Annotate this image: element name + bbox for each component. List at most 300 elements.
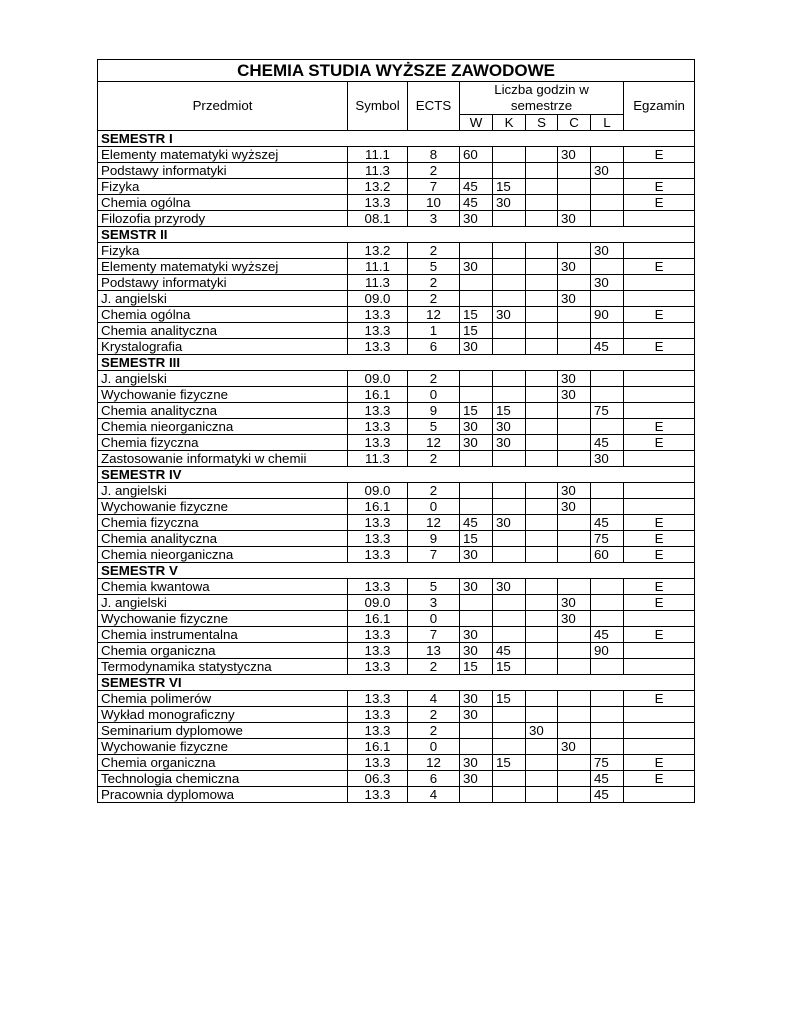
cell-exam xyxy=(624,163,695,179)
cell-hours-l xyxy=(591,723,624,739)
cell-hours-w xyxy=(460,739,493,755)
table-row xyxy=(98,195,695,211)
cell-symbol: 13.3 xyxy=(348,659,408,675)
cell-ects: 0 xyxy=(408,739,460,755)
cell-hours-l: 45 xyxy=(591,771,624,787)
cell-hours-k xyxy=(493,723,526,739)
cell-hours-k: 30 xyxy=(493,515,526,531)
cell-hours-l xyxy=(591,179,624,195)
table-row xyxy=(98,771,695,787)
cell-subject: J. angielski xyxy=(98,291,348,307)
cell-subject: Termodynamika statystyczna xyxy=(98,659,348,675)
table-row xyxy=(98,371,695,387)
cell-exam xyxy=(624,371,695,387)
cell-hours-s xyxy=(526,771,558,787)
cell-hours-l xyxy=(591,499,624,515)
cell-ects: 12 xyxy=(408,307,460,323)
cell-hours-c: 30 xyxy=(558,211,591,227)
header-hour-type-w: W xyxy=(460,115,493,131)
cell-symbol: 08.1 xyxy=(348,211,408,227)
cell-hours-l xyxy=(591,195,624,211)
cell-subject: Chemia ogólna xyxy=(98,195,348,211)
cell-hours-s xyxy=(526,483,558,499)
cell-hours-l xyxy=(591,387,624,403)
cell-symbol: 16.1 xyxy=(348,739,408,755)
cell-hours-l xyxy=(591,483,624,499)
cell-symbol: 13.2 xyxy=(348,179,408,195)
cell-subject: Podstawy informatyki xyxy=(98,275,348,291)
cell-hours-c xyxy=(558,515,591,531)
cell-symbol: 13.3 xyxy=(348,323,408,339)
cell-hours-w: 30 xyxy=(460,419,493,435)
cell-hours-k xyxy=(493,787,526,803)
table-row xyxy=(98,691,695,707)
cell-hours-l xyxy=(591,659,624,675)
cell-ects: 3 xyxy=(408,595,460,611)
cell-hours-w xyxy=(460,611,493,627)
cell-ects: 6 xyxy=(408,339,460,355)
cell-hours-w xyxy=(460,275,493,291)
table-row xyxy=(98,147,695,163)
table-row xyxy=(98,755,695,771)
cell-hours-k xyxy=(493,291,526,307)
cell-symbol: 11.3 xyxy=(348,275,408,291)
cell-symbol: 06.3 xyxy=(348,771,408,787)
cell-hours-w: 60 xyxy=(460,147,493,163)
cell-hours-w: 30 xyxy=(460,643,493,659)
cell-symbol: 13.3 xyxy=(348,723,408,739)
cell-hours-k xyxy=(493,771,526,787)
cell-exam: E xyxy=(624,435,695,451)
cell-symbol: 13.3 xyxy=(348,515,408,531)
cell-symbol: 13.3 xyxy=(348,531,408,547)
cell-subject: Chemia fizyczna xyxy=(98,435,348,451)
cell-subject: Wychowanie fizyczne xyxy=(98,611,348,627)
cell-hours-l: 30 xyxy=(591,243,624,259)
cell-exam xyxy=(624,211,695,227)
cell-hours-k xyxy=(493,483,526,499)
cell-ects: 2 xyxy=(408,163,460,179)
cell-hours-s xyxy=(526,323,558,339)
cell-subject: Chemia analityczna xyxy=(98,323,348,339)
cell-hours-c xyxy=(558,403,591,419)
cell-hours-w: 45 xyxy=(460,179,493,195)
cell-hours-s xyxy=(526,339,558,355)
cell-hours-k xyxy=(493,323,526,339)
cell-hours-w: 30 xyxy=(460,339,493,355)
cell-exam: E xyxy=(624,515,695,531)
header-hour-type-k: K xyxy=(493,115,526,131)
table-row xyxy=(98,323,695,339)
cell-ects: 9 xyxy=(408,403,460,419)
cell-hours-c xyxy=(558,307,591,323)
cell-subject: Podstawy informatyki xyxy=(98,163,348,179)
cell-hours-w: 30 xyxy=(460,435,493,451)
cell-hours-s xyxy=(526,147,558,163)
cell-subject: Wychowanie fizyczne xyxy=(98,387,348,403)
table-row xyxy=(98,579,695,595)
cell-ects: 7 xyxy=(408,179,460,195)
cell-hours-s xyxy=(526,195,558,211)
cell-ects: 4 xyxy=(408,691,460,707)
cell-ects: 9 xyxy=(408,531,460,547)
cell-hours-s xyxy=(526,435,558,451)
cell-hours-c: 30 xyxy=(558,483,591,499)
cell-symbol: 13.2 xyxy=(348,243,408,259)
cell-exam xyxy=(624,291,695,307)
cell-exam: E xyxy=(624,579,695,595)
cell-hours-s: 30 xyxy=(526,723,558,739)
cell-subject: Filozofia przyrody xyxy=(98,211,348,227)
cell-hours-l xyxy=(591,595,624,611)
cell-exam: E xyxy=(624,339,695,355)
cell-hours-w: 30 xyxy=(460,547,493,563)
cell-ects: 5 xyxy=(408,259,460,275)
cell-ects: 12 xyxy=(408,515,460,531)
cell-symbol: 13.3 xyxy=(348,643,408,659)
table-row xyxy=(98,307,695,323)
cell-symbol: 13.3 xyxy=(348,787,408,803)
cell-ects: 1 xyxy=(408,323,460,339)
cell-subject: Zastosowanie informatyki w chemii xyxy=(98,451,348,467)
cell-hours-k xyxy=(493,451,526,467)
cell-symbol: 13.3 xyxy=(348,435,408,451)
cell-hours-k xyxy=(493,739,526,755)
cell-subject: Chemia ogólna xyxy=(98,307,348,323)
cell-hours-l: 45 xyxy=(591,339,624,355)
cell-exam: E xyxy=(624,755,695,771)
cell-ects: 0 xyxy=(408,611,460,627)
cell-symbol: 13.3 xyxy=(348,339,408,355)
table-row xyxy=(98,707,695,723)
cell-hours-s xyxy=(526,163,558,179)
cell-hours-c xyxy=(558,451,591,467)
table-row xyxy=(98,451,695,467)
cell-hours-s xyxy=(526,739,558,755)
cell-exam: E xyxy=(624,771,695,787)
cell-hours-c xyxy=(558,643,591,659)
cell-hours-l xyxy=(591,611,624,627)
cell-hours-l: 75 xyxy=(591,403,624,419)
cell-hours-s xyxy=(526,259,558,275)
cell-hours-l: 75 xyxy=(591,755,624,771)
cell-symbol: 11.1 xyxy=(348,259,408,275)
cell-hours-c xyxy=(558,419,591,435)
cell-hours-w xyxy=(460,595,493,611)
cell-hours-s xyxy=(526,531,558,547)
table-row xyxy=(98,611,695,627)
cell-exam xyxy=(624,323,695,339)
table-row xyxy=(98,275,695,291)
cell-hours-c xyxy=(558,579,591,595)
table-row xyxy=(98,787,695,803)
header-hour-type-s: S xyxy=(526,115,558,131)
cell-hours-l xyxy=(591,323,624,339)
cell-exam xyxy=(624,451,695,467)
semester-label: SEMESTR IV xyxy=(98,467,695,483)
table-row xyxy=(98,659,695,675)
table-row xyxy=(98,339,695,355)
cell-symbol: 16.1 xyxy=(348,611,408,627)
cell-ects: 2 xyxy=(408,723,460,739)
cell-exam: E xyxy=(624,531,695,547)
cell-hours-c xyxy=(558,707,591,723)
cell-hours-w xyxy=(460,723,493,739)
cell-hours-w: 45 xyxy=(460,195,493,211)
table-row xyxy=(98,179,695,195)
cell-ects: 12 xyxy=(408,435,460,451)
cell-symbol: 13.3 xyxy=(348,547,408,563)
semester-header-row xyxy=(98,675,695,691)
cell-subject: Chemia instrumentalna xyxy=(98,627,348,643)
cell-exam xyxy=(624,643,695,659)
cell-hours-k xyxy=(493,339,526,355)
cell-hours-s xyxy=(526,707,558,723)
cell-exam: E xyxy=(624,627,695,643)
cell-hours-k: 15 xyxy=(493,179,526,195)
cell-hours-l: 30 xyxy=(591,163,624,179)
semester-label: SEMSTR II xyxy=(98,227,695,243)
cell-hours-s xyxy=(526,515,558,531)
cell-exam: E xyxy=(624,595,695,611)
cell-hours-s xyxy=(526,643,558,659)
cell-ects: 7 xyxy=(408,627,460,643)
cell-hours-l xyxy=(591,739,624,755)
cell-ects: 7 xyxy=(408,547,460,563)
cell-hours-w: 30 xyxy=(460,707,493,723)
cell-symbol: 13.3 xyxy=(348,691,408,707)
cell-hours-w: 15 xyxy=(460,307,493,323)
cell-hours-k: 30 xyxy=(493,307,526,323)
cell-hours-l: 45 xyxy=(591,515,624,531)
cell-ects: 2 xyxy=(408,659,460,675)
cell-hours-l: 75 xyxy=(591,531,624,547)
table-row xyxy=(98,435,695,451)
cell-hours-k xyxy=(493,147,526,163)
cell-hours-k xyxy=(493,163,526,179)
cell-hours-c: 30 xyxy=(558,147,591,163)
cell-exam xyxy=(624,707,695,723)
cell-hours-k xyxy=(493,499,526,515)
cell-hours-k: 45 xyxy=(493,643,526,659)
cell-hours-c xyxy=(558,163,591,179)
cell-hours-w: 15 xyxy=(460,531,493,547)
table-row xyxy=(98,515,695,531)
table-row xyxy=(98,499,695,515)
cell-subject: Fizyka xyxy=(98,243,348,259)
cell-exam xyxy=(624,387,695,403)
cell-hours-w xyxy=(460,387,493,403)
cell-symbol: 09.0 xyxy=(348,371,408,387)
cell-symbol: 13.3 xyxy=(348,403,408,419)
cell-hours-s xyxy=(526,499,558,515)
cell-hours-s xyxy=(526,211,558,227)
table-title: CHEMIA STUDIA WYŻSZE ZAWODOWE xyxy=(98,60,695,82)
cell-hours-s xyxy=(526,179,558,195)
cell-hours-c: 30 xyxy=(558,595,591,611)
cell-hours-k xyxy=(493,211,526,227)
semester-header-row xyxy=(98,467,695,483)
semester-header-row xyxy=(98,355,695,371)
header-subject: Przedmiot xyxy=(98,82,348,131)
cell-exam: E xyxy=(624,307,695,323)
cell-hours-l: 45 xyxy=(591,627,624,643)
cell-hours-w xyxy=(460,451,493,467)
cell-subject: Chemia analityczna xyxy=(98,531,348,547)
cell-hours-k xyxy=(493,547,526,563)
cell-hours-s xyxy=(526,579,558,595)
cell-hours-w xyxy=(460,371,493,387)
cell-hours-c xyxy=(558,531,591,547)
cell-subject: Technologia chemiczna xyxy=(98,771,348,787)
cell-symbol: 13.3 xyxy=(348,627,408,643)
cell-hours-l: 45 xyxy=(591,435,624,451)
cell-hours-s xyxy=(526,307,558,323)
cell-subject: Wykład monograficzny xyxy=(98,707,348,723)
semester-label: SEMESTR I xyxy=(98,131,695,147)
cell-hours-s xyxy=(526,659,558,675)
cell-hours-c xyxy=(558,787,591,803)
cell-subject: Chemia organiczna xyxy=(98,643,348,659)
table-row xyxy=(98,547,695,563)
cell-hours-k xyxy=(493,531,526,547)
cell-hours-c xyxy=(558,275,591,291)
cell-symbol: 11.1 xyxy=(348,147,408,163)
cell-hours-l: 45 xyxy=(591,787,624,803)
cell-subject: Wychowanie fizyczne xyxy=(98,499,348,515)
cell-hours-k xyxy=(493,707,526,723)
header-exam: Egzamin xyxy=(624,82,695,131)
cell-subject: Elementy matematyki wyższej xyxy=(98,147,348,163)
cell-hours-l xyxy=(591,579,624,595)
cell-subject: Seminarium dyplomowe xyxy=(98,723,348,739)
cell-hours-l: 30 xyxy=(591,275,624,291)
cell-exam xyxy=(624,787,695,803)
cell-hours-w xyxy=(460,483,493,499)
cell-hours-c xyxy=(558,243,591,259)
table-row xyxy=(98,595,695,611)
cell-exam xyxy=(624,723,695,739)
cell-hours-c: 30 xyxy=(558,259,591,275)
cell-hours-w xyxy=(460,291,493,307)
cell-subject: Chemia kwantowa xyxy=(98,579,348,595)
table-row xyxy=(98,211,695,227)
cell-hours-c: 30 xyxy=(558,387,591,403)
cell-hours-l xyxy=(591,707,624,723)
cell-ects: 13 xyxy=(408,643,460,659)
cell-exam: E xyxy=(624,259,695,275)
cell-hours-w: 30 xyxy=(460,691,493,707)
cell-ects: 8 xyxy=(408,147,460,163)
cell-hours-l: 60 xyxy=(591,547,624,563)
cell-ects: 10 xyxy=(408,195,460,211)
semester-header-row xyxy=(98,227,695,243)
cell-subject: Chemia fizyczna xyxy=(98,515,348,531)
cell-hours-s xyxy=(526,787,558,803)
cell-ects: 3 xyxy=(408,211,460,227)
table-row xyxy=(98,403,695,419)
cell-hours-w: 30 xyxy=(460,627,493,643)
cell-subject: Krystalografia xyxy=(98,339,348,355)
cell-exam: E xyxy=(624,147,695,163)
cell-hours-s xyxy=(526,691,558,707)
cell-hours-l xyxy=(591,259,624,275)
table-row xyxy=(98,163,695,179)
cell-hours-c: 30 xyxy=(558,611,591,627)
cell-hours-s xyxy=(526,243,558,259)
cell-hours-k xyxy=(493,627,526,643)
cell-hours-k: 15 xyxy=(493,403,526,419)
cell-hours-k: 30 xyxy=(493,435,526,451)
table-row xyxy=(98,243,695,259)
cell-hours-k: 15 xyxy=(493,755,526,771)
cell-symbol: 13.3 xyxy=(348,307,408,323)
cell-hours-c xyxy=(558,179,591,195)
cell-hours-w: 15 xyxy=(460,659,493,675)
cell-symbol: 13.3 xyxy=(348,195,408,211)
cell-hours-w: 15 xyxy=(460,403,493,419)
cell-hours-k xyxy=(493,259,526,275)
cell-ects: 2 xyxy=(408,275,460,291)
table-row xyxy=(98,739,695,755)
cell-hours-c xyxy=(558,627,591,643)
cell-exam xyxy=(624,739,695,755)
cell-subject: J. angielski xyxy=(98,483,348,499)
cell-hours-c xyxy=(558,771,591,787)
cell-exam xyxy=(624,275,695,291)
cell-subject: Pracownia dyplomowa xyxy=(98,787,348,803)
semester-header-row xyxy=(98,131,695,147)
table-row xyxy=(98,531,695,547)
cell-hours-k: 30 xyxy=(493,195,526,211)
cell-hours-k: 30 xyxy=(493,419,526,435)
cell-hours-c: 30 xyxy=(558,371,591,387)
cell-ects: 2 xyxy=(408,483,460,499)
cell-ects: 2 xyxy=(408,291,460,307)
cell-symbol: 09.0 xyxy=(348,595,408,611)
cell-ects: 4 xyxy=(408,787,460,803)
cell-hours-c xyxy=(558,323,591,339)
cell-symbol: 11.3 xyxy=(348,163,408,179)
cell-hours-k xyxy=(493,275,526,291)
cell-hours-s xyxy=(526,547,558,563)
cell-hours-w: 30 xyxy=(460,259,493,275)
cell-hours-c xyxy=(558,547,591,563)
cell-exam: E xyxy=(624,547,695,563)
table-row xyxy=(98,291,695,307)
cell-subject: Chemia analityczna xyxy=(98,403,348,419)
cell-ects: 6 xyxy=(408,771,460,787)
cell-ects: 0 xyxy=(408,499,460,515)
cell-exam xyxy=(624,483,695,499)
cell-hours-l: 90 xyxy=(591,307,624,323)
cell-symbol: 13.3 xyxy=(348,579,408,595)
cell-hours-w: 45 xyxy=(460,515,493,531)
cell-ects: 5 xyxy=(408,419,460,435)
header-hours: Liczba godzin w semestrze xyxy=(460,82,624,115)
cell-symbol: 13.3 xyxy=(348,755,408,771)
cell-hours-w xyxy=(460,163,493,179)
cell-symbol: 16.1 xyxy=(348,499,408,515)
cell-hours-c xyxy=(558,691,591,707)
cell-hours-s xyxy=(526,611,558,627)
semester-label: SEMESTR V xyxy=(98,563,695,579)
header-symbol: Symbol xyxy=(348,82,408,131)
cell-exam xyxy=(624,611,695,627)
curriculum-table xyxy=(97,59,695,803)
cell-hours-k: 30 xyxy=(493,579,526,595)
cell-hours-s xyxy=(526,755,558,771)
